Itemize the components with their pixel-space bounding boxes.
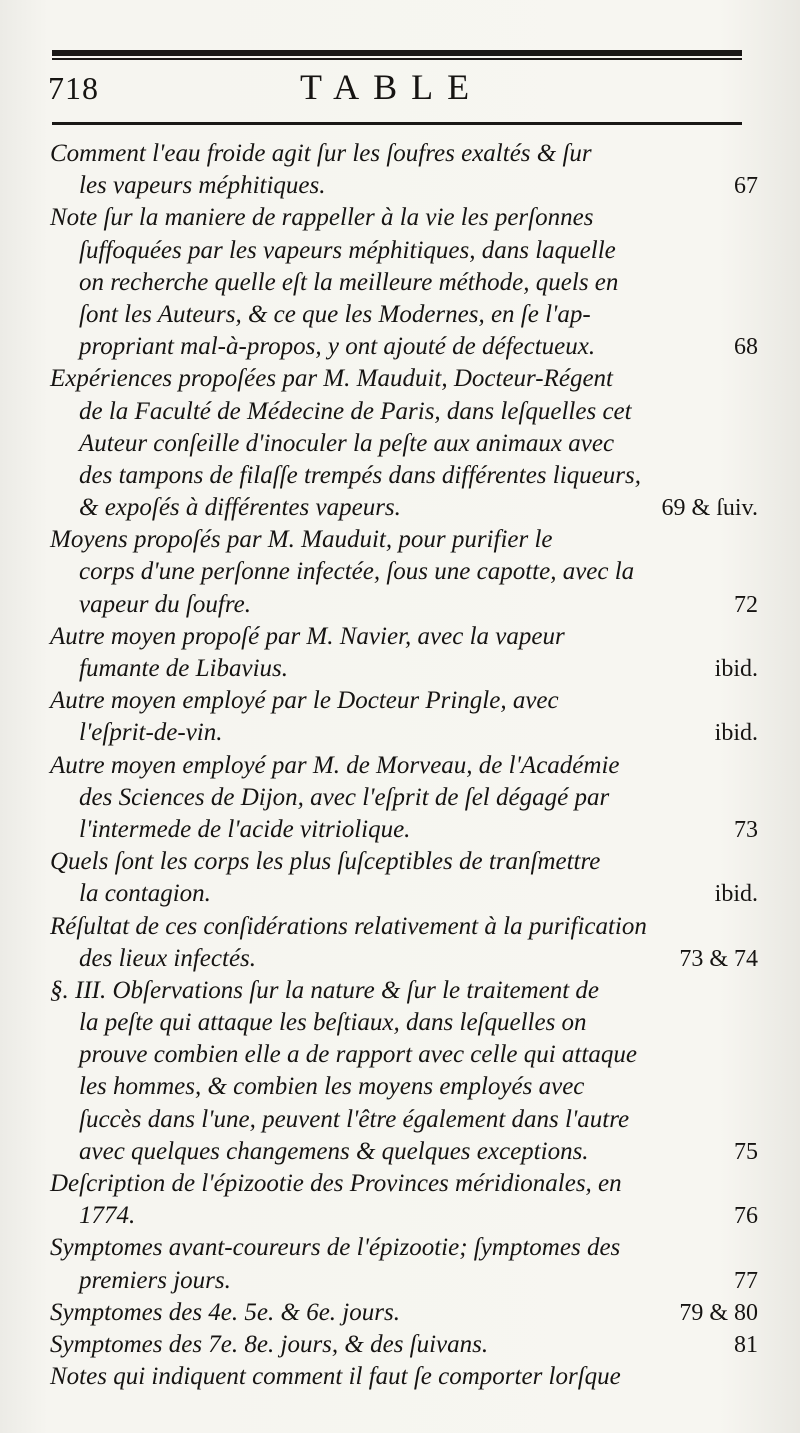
toc-entry-heading-line bbox=[46, 846, 760, 878]
toc-entry-continuation-line bbox=[46, 1200, 760, 1232]
toc-entry-continuation-line bbox=[46, 331, 760, 363]
toc-entry-text: Symptomes des 7e. 8e. jours, & des ſuivans. bbox=[50, 1330, 489, 1358]
toc-entry-continuation-line bbox=[46, 235, 760, 267]
toc-entry-text: Autre moyen employé par le Docteur Pringle, avec bbox=[50, 687, 559, 715]
toc-entry-page-reference: ibid. bbox=[714, 881, 758, 908]
toc-entry-text: de la Faculté de Médecine de Paris, dans leſquelles cet bbox=[79, 397, 632, 425]
toc-entry-continuation-line bbox=[46, 1039, 760, 1071]
toc-entry-page-reference: 69 & ſuiv. bbox=[661, 495, 758, 522]
toc-entry-text: Comment l'eau froide agit ſur les ſoufres exaltés & ſur bbox=[50, 140, 592, 167]
toc-entry-heading-line bbox=[46, 1232, 760, 1264]
toc-entry-text: corps d'une perſonne infectée, ſous une capotte, avec la bbox=[79, 558, 635, 586]
toc-entry-continuation-line bbox=[46, 460, 760, 492]
toc-entry-heading-line bbox=[46, 202, 760, 234]
toc-entry bbox=[46, 621, 760, 685]
toc-entry-text: Notes qui indiquent comment il faut ſe comporter lorſque bbox=[50, 1363, 621, 1391]
toc-entry bbox=[46, 524, 760, 621]
toc-entry-text: Autre moyen propoſé par M. Navier, avec la vapeur bbox=[50, 622, 565, 650]
toc-entry-page-reference: 76 bbox=[734, 1203, 758, 1230]
header-rule-bottom bbox=[52, 122, 742, 125]
toc-entry-continuation-line bbox=[46, 1265, 760, 1297]
toc-entry-text: 1774. bbox=[79, 1202, 136, 1230]
toc-entry bbox=[46, 202, 760, 363]
header-rule-thick bbox=[52, 50, 742, 56]
toc-entry-continuation-line bbox=[46, 1136, 760, 1168]
toc-entry-heading-line bbox=[46, 1168, 760, 1200]
toc-entry bbox=[46, 1168, 760, 1232]
toc-entry-text: les hommes, & combien les moyens employés avec bbox=[79, 1073, 585, 1101]
toc-entry bbox=[46, 685, 760, 749]
toc-entry-text: vapeur du ſoufre. bbox=[79, 590, 251, 618]
toc-entry bbox=[46, 750, 760, 847]
toc-entry-text: Autre moyen employé par M. de Morveau, de l'Académie bbox=[50, 751, 620, 779]
toc-entry-page-reference: ibid. bbox=[714, 720, 758, 747]
toc-entry-text: Symptomes avant-coureurs de l'épizootie; ſymptomes des bbox=[50, 1234, 621, 1262]
toc-entry bbox=[46, 363, 760, 524]
toc-entry-continuation-line bbox=[46, 943, 760, 975]
toc-entry-continuation-line bbox=[46, 814, 760, 846]
toc-entry bbox=[46, 1329, 760, 1361]
toc-entry-text: ſuffoquées par les vapeurs méphitiques, dans laquelle bbox=[79, 236, 616, 264]
toc-entry-page-reference: 73 bbox=[734, 816, 758, 843]
toc-entry-text: la peſte qui attaque les beſtiaux, dans leſquelles on bbox=[79, 1009, 587, 1037]
toc-entry-text: Auteur conſeille d'inoculer la peſte aux animaux avec bbox=[79, 429, 615, 457]
toc-entry-page-reference: 77 bbox=[734, 1267, 758, 1294]
toc-entry-page-reference: 72 bbox=[734, 591, 758, 618]
toc-entry-text: Deſcription de l'épizootie des Provinces méridionales, en bbox=[50, 1170, 622, 1197]
toc-entry-heading-line bbox=[46, 750, 760, 782]
toc-entry-text: propriant mal-à-propos, y ont ajouté de défectueux. bbox=[79, 333, 596, 361]
toc-entry-text: les vapeurs méphitiques. bbox=[79, 172, 326, 200]
toc-entry-heading-line bbox=[46, 685, 760, 717]
table-of-contents-entries bbox=[46, 138, 760, 1393]
toc-entry-text: avec quelques changemens & quelques exceptions. bbox=[79, 1137, 589, 1165]
toc-entry-continuation-line bbox=[46, 299, 760, 331]
toc-entry-text: Réſultat de ces conſidérations relativement à la purification bbox=[50, 912, 647, 940]
toc-entry-continuation-line bbox=[46, 878, 760, 910]
toc-entry-continuation-line bbox=[46, 782, 760, 814]
toc-entry-continuation-line bbox=[46, 717, 760, 749]
toc-entry bbox=[46, 138, 760, 202]
toc-entry-heading-line bbox=[46, 621, 760, 653]
toc-entry-text: premiers jours. bbox=[79, 1266, 231, 1294]
toc-entry-text: ſont les Auteurs, & ce que les Modernes, en ſe l'ap- bbox=[79, 300, 591, 328]
toc-entry-text: des Sciences de Dijon, avec l'eſprit de ſel dégagé par bbox=[79, 783, 610, 811]
toc-entry-text: fumante de Libavius. bbox=[79, 655, 289, 682]
toc-entry-continuation-line bbox=[46, 170, 760, 202]
toc-entry-page-reference: 81 bbox=[734, 1331, 758, 1358]
toc-entry-text: Quels ſont les corps les plus ſuſceptibles de tranſmettre bbox=[50, 848, 601, 876]
toc-entry-text: Moyens propoſés par M. Mauduit, pour purifier le bbox=[50, 526, 553, 554]
toc-entry-page-reference: 75 bbox=[734, 1138, 758, 1165]
toc-entry-heading-line bbox=[46, 524, 760, 556]
toc-entry-text: l'intermede de l'acide vitriolique. bbox=[79, 815, 411, 843]
toc-entry-continuation-line bbox=[46, 1007, 760, 1039]
toc-entry-text: & expoſés à différentes vapeurs. bbox=[79, 494, 401, 522]
toc-entry-continuation-line bbox=[46, 1071, 760, 1103]
toc-entry-text: des lieux infectés. bbox=[79, 944, 257, 972]
toc-entry-heading-line bbox=[46, 138, 760, 170]
toc-entry-page-reference: 73 & 74 bbox=[679, 945, 758, 972]
toc-entry bbox=[46, 1361, 760, 1393]
toc-entry-page-reference: 79 & 80 bbox=[679, 1299, 758, 1326]
toc-entry-text: Note ſur la maniere de rappeller à la vie les perſonnes bbox=[50, 204, 594, 232]
toc-entry-text: des tampons de filaſſe trempés dans différentes liqueurs, bbox=[79, 461, 641, 489]
toc-entry-continuation-line bbox=[46, 589, 760, 621]
toc-entry-text: prouve combien elle a de rapport avec celle qui attaque bbox=[79, 1041, 637, 1069]
toc-entry-text: §. III. Obſervations ſur la nature & ſur le traitement de bbox=[50, 976, 599, 1004]
toc-entry-text: Symptomes des 4e. 5e. & 6e. jours. bbox=[50, 1298, 400, 1326]
toc-entry bbox=[46, 911, 760, 975]
toc-entry bbox=[46, 1232, 760, 1296]
toc-entry-heading-line bbox=[46, 975, 760, 1007]
toc-entry-continuation-line bbox=[46, 556, 760, 588]
toc-entry-continuation-line bbox=[46, 396, 760, 428]
header-rule-thin bbox=[52, 58, 742, 60]
toc-entry-page-reference: 67 bbox=[734, 173, 758, 200]
toc-entry-heading-line bbox=[46, 1297, 760, 1329]
toc-entry-page-reference: ibid. bbox=[714, 656, 758, 682]
toc-entry-heading-line bbox=[46, 363, 760, 395]
toc-entry-page-reference: 68 bbox=[734, 334, 758, 361]
toc-entry-text: la contagion. bbox=[79, 880, 211, 908]
page-number: 718 bbox=[48, 70, 99, 106]
toc-entry bbox=[46, 846, 760, 910]
toc-entry-text: l'eſprit-de-vin. bbox=[79, 719, 223, 747]
toc-entry-continuation-line bbox=[46, 428, 760, 460]
toc-entry-continuation-line bbox=[46, 653, 760, 685]
toc-entry-continuation-line bbox=[46, 492, 760, 524]
toc-entry-continuation-line bbox=[46, 1104, 760, 1136]
toc-entry-text: Expériences propoſées par M. Mauduit, Docteur-Régent bbox=[50, 365, 614, 393]
toc-entry-continuation-line bbox=[46, 267, 760, 299]
toc-entry-heading-line bbox=[46, 1361, 760, 1393]
toc-entry bbox=[46, 1297, 760, 1329]
toc-entry bbox=[46, 975, 760, 1168]
toc-entry-text: ſuccès dans l'une, peuvent l'être également dans l'autre bbox=[79, 1105, 630, 1133]
toc-entry-heading-line bbox=[46, 911, 760, 943]
running-head-title: TABLE bbox=[300, 67, 484, 107]
toc-entry-text: on recherche quelle eſt la meilleure méthode, quels en bbox=[79, 268, 619, 296]
toc-entry-heading-line bbox=[46, 1329, 760, 1361]
